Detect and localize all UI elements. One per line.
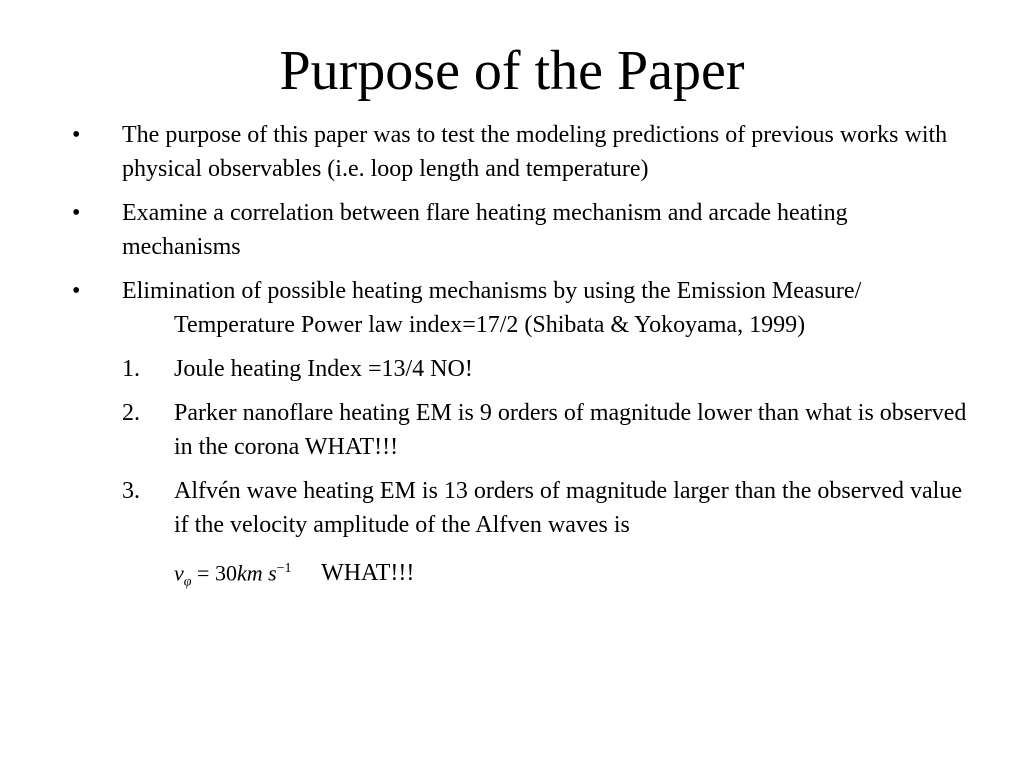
numbered-marker: 1. [122, 356, 140, 382]
formula-equals: = [197, 560, 210, 586]
slide-title: Purpose of the Paper [279, 40, 745, 102]
bullet-text: Elimination of possible heating mechanisms by using the Emission Measure/ Temperature Power law index=17/2 (Shibata & Yokoyama, 1999) [122, 278, 862, 338]
formula-subscript: φ [183, 574, 192, 590]
formula-value: 30 [214, 560, 237, 586]
numbered-text: Alfvén wave heating EM is 13 orders of magnitude larger than the observed value if the velocity amplitude of the Alfven waves is [174, 478, 962, 538]
numbered-marker: 2. [122, 400, 140, 426]
formula-expression [174, 552, 292, 600]
formula-variable: v [174, 560, 184, 586]
bullet-marker: • [72, 122, 81, 148]
numbered-text: Parker nanoflare heating EM is 9 orders of magnitude lower than what is observed in the corona WHAT!!! [174, 400, 967, 460]
numbered-marker: 3. [122, 478, 140, 504]
bullet-text: The purpose of this paper was to test the modeling predictions of previous works with physical observables (i.e. loop length and temperature) [122, 122, 948, 182]
numbered-item [72, 352, 972, 386]
bullet-item [72, 196, 972, 264]
formula-note: WHAT!!! [321, 560, 415, 587]
bullet-marker: • [72, 200, 81, 226]
slide-content [72, 118, 972, 592]
velocity-formula [72, 552, 972, 592]
numbered-item [72, 474, 972, 542]
bullet-text: Examine a correlation between flare heating mechanism and arcade heating mechanisms [122, 200, 848, 260]
formula-unit-s: s [268, 560, 277, 586]
formula-unit-km: km [236, 560, 263, 586]
numbered-item [72, 396, 972, 464]
bullet-marker: • [72, 278, 81, 304]
formula-exponent: −1 [276, 561, 292, 576]
numbered-text: Joule heating Index =13/4 NO! [174, 356, 473, 382]
bullet-item [72, 274, 972, 342]
bullet-item [72, 118, 972, 186]
